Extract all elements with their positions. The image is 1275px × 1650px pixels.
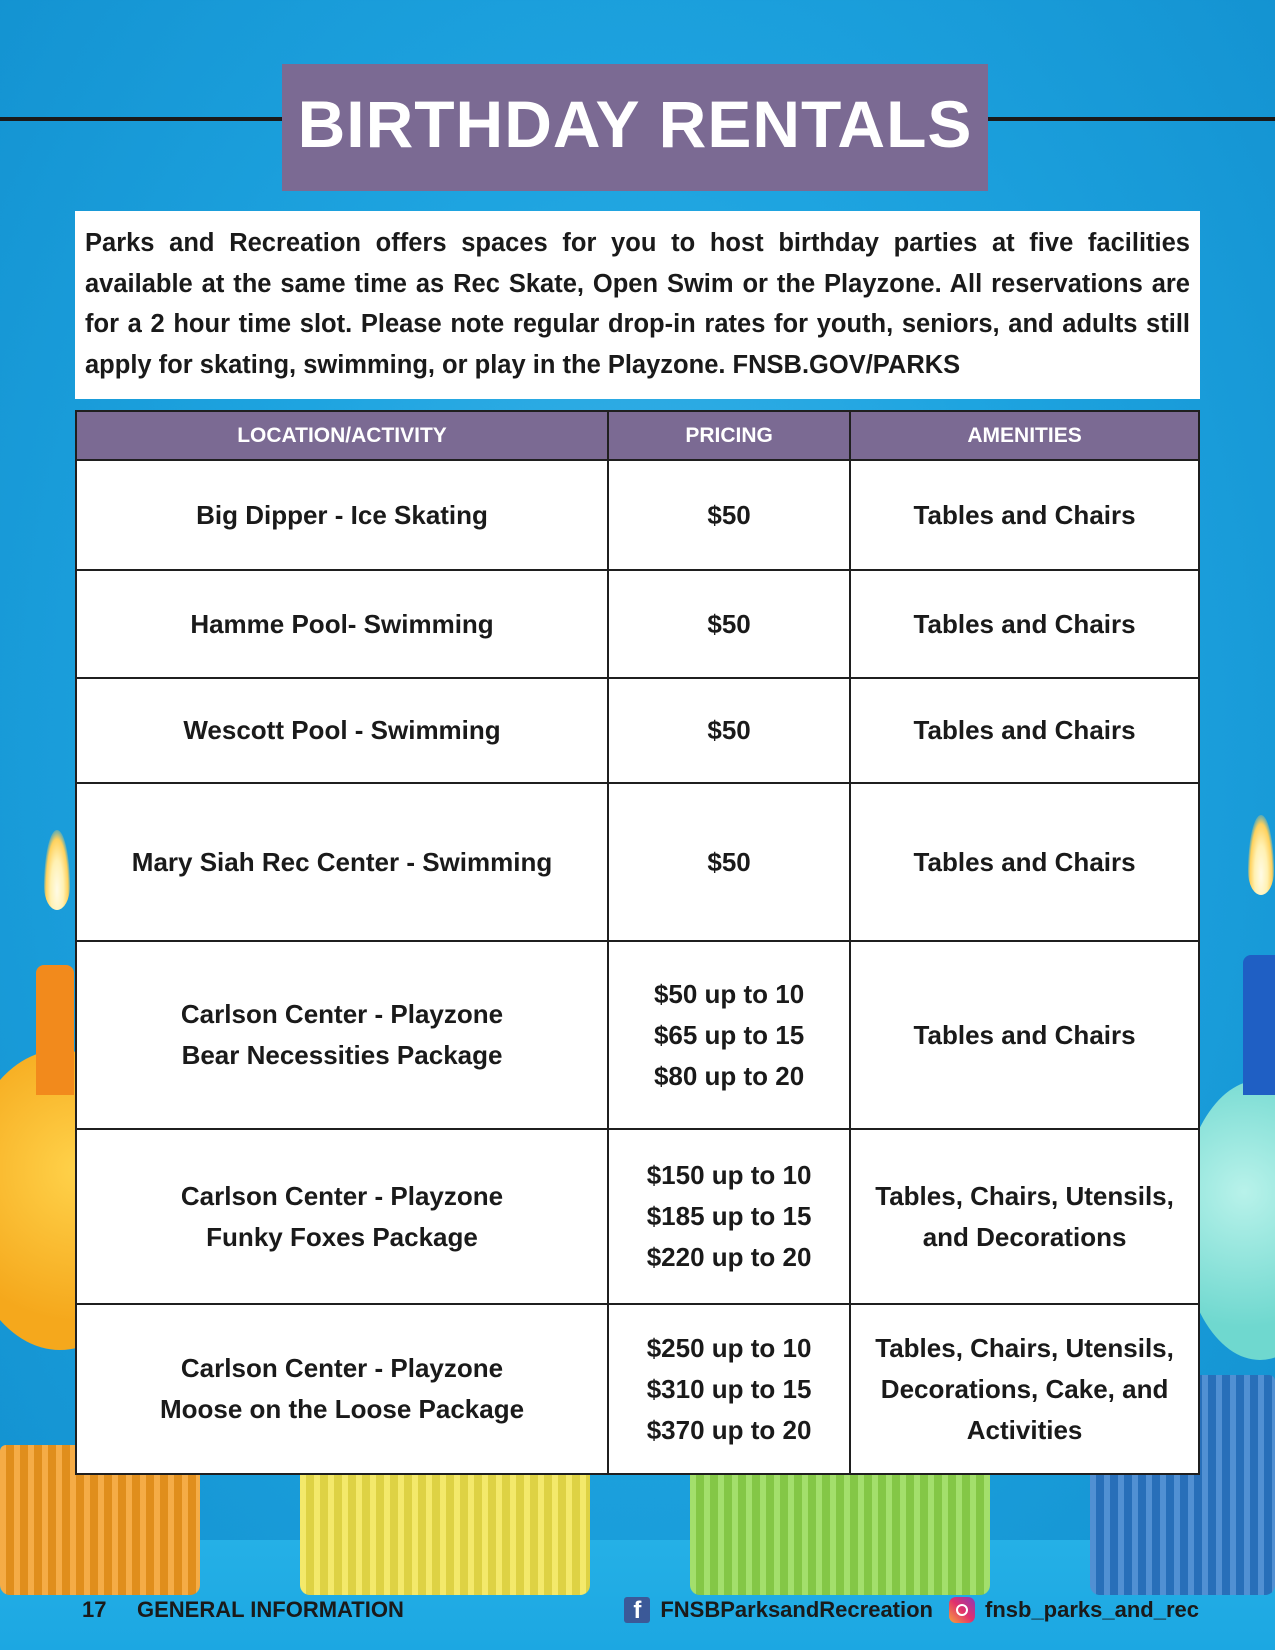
orange-candle [36,965,74,1095]
facebook-icon: f [624,1597,650,1623]
column-header-pricing: PRICING [608,411,850,460]
amenities-cell [850,460,1199,570]
location-cell-line: Wescott Pool - Swimming [183,715,501,745]
location-cell-line: Big Dipper - Ice Skating [196,499,488,530]
location-cell-line: Carlson Center - Playzone [180,999,504,1029]
location-cell-line: Funky Foxes Package [206,1221,478,1252]
pricing-cell-line: $65 up to 15 [653,1019,805,1050]
location-cell [76,941,608,1129]
location-cell-line: Carlson Center - Playzone [180,1180,504,1211]
amenities-cell-line: Tables, Chairs, Utensils, [875,1180,1174,1211]
column-header-amenities: AMENITIES [850,411,1199,460]
pricing-cell-line: $50 [707,499,751,530]
table-row [76,783,1199,941]
amenities-cell-line: Tables and Chairs [913,715,1136,745]
pricing-cell-line: $50 up to 10 [653,978,805,1009]
amenities-cell [850,1129,1199,1304]
pricing-cell [608,1129,850,1304]
pricing-cell-line: $370 up to 20 [646,1414,812,1445]
page-number: 17 [82,1597,107,1622]
table-row [76,570,1199,678]
pricing-cell-line: $310 up to 15 [646,1373,812,1404]
amenities-cell-line: Tables and Chairs [913,499,1136,530]
header-rule-left [0,117,282,121]
pricing-cell-line: $250 up to 10 [646,1332,812,1363]
amenities-cell [850,570,1199,678]
table-row [76,460,1199,570]
pricing-cell-line: $220 up to 20 [646,1242,812,1272]
page-title: BIRTHDAY RENTALS [297,87,973,161]
amenities-cell-line: Tables, Chairs, Utensils, [875,1332,1174,1363]
table-row [76,941,1199,1129]
intro-box [75,211,1200,399]
amenities-cell-line: Tables and Chairs [913,846,1136,877]
title-banner [282,64,988,191]
location-cell [76,1129,608,1304]
location-cell [76,783,608,941]
intro-text: Parks and Recreation offers spaces for you to host birthday parties at five facilities available at the same time as Rec Skate, Open Swim or the Playzone. All reservations are for a 2 hour time slot. Please note regular drop-in rates for youth, seniors, and adults still apply for skating, swimming, or play in the Playzone. FNSB.GOV/PARKS [85,229,1190,379]
table-header-row [76,411,1199,460]
social-links [624,1597,1199,1623]
candle-flame [44,830,70,910]
location-cell [76,678,608,783]
pricing-cell-line: $50 [707,846,751,877]
instagram-handle[interactable]: fnsb_parks_and_rec [985,1597,1199,1622]
pricing-cell-line: $50 [707,715,751,745]
table-row [76,1129,1199,1304]
location-cell-line: Bear Necessities Package [181,1040,503,1070]
facebook-handle[interactable]: FNSBParksandRecreation [660,1597,933,1622]
table-row [76,678,1199,783]
pricing-cell [608,941,850,1129]
amenities-cell [850,941,1199,1129]
candle-flame [1248,815,1274,895]
location-cell-line: Mary Siah Rec Center - Swimming [131,846,553,877]
location-cell [76,1304,608,1474]
pricing-cell-line: $185 up to 15 [646,1201,812,1231]
pricing-cell-line: $50 [707,608,751,639]
location-cell [76,460,608,570]
amenities-cell-line: Tables and Chairs [913,608,1136,639]
amenities-cell [850,678,1199,783]
amenities-cell-line: and Decorations [922,1221,1127,1252]
pricing-cell-line: $150 up to 10 [646,1160,812,1190]
table-row [76,1304,1199,1474]
amenities-cell-line: Decorations, Cake, and [880,1373,1169,1404]
blue-candle [1243,955,1275,1095]
pricing-cell [608,460,850,570]
amenities-cell-line: Tables and Chairs [913,1019,1136,1050]
pricing-cell [608,570,850,678]
location-cell-line: Moose on the Loose Package [159,1394,525,1424]
amenities-cell [850,1304,1199,1474]
location-cell-line: Carlson Center - Playzone [180,1353,504,1383]
pricing-cell [608,1304,850,1474]
header-rule-right [988,117,1275,121]
column-header-location: LOCATION/ACTIVITY [76,411,608,460]
pricing-cell-line: $80 up to 20 [653,1060,805,1091]
section-name: GENERAL INFORMATION [137,1597,404,1622]
pricing-cell [608,783,850,941]
location-cell-line: Hamme Pool- Swimming [190,608,494,639]
amenities-cell [850,783,1199,941]
location-cell [76,570,608,678]
amenities-cell-line: Activities [966,1414,1083,1445]
pricing-cell [608,678,850,783]
instagram-icon [949,1597,975,1623]
rentals-table [75,410,1200,1475]
